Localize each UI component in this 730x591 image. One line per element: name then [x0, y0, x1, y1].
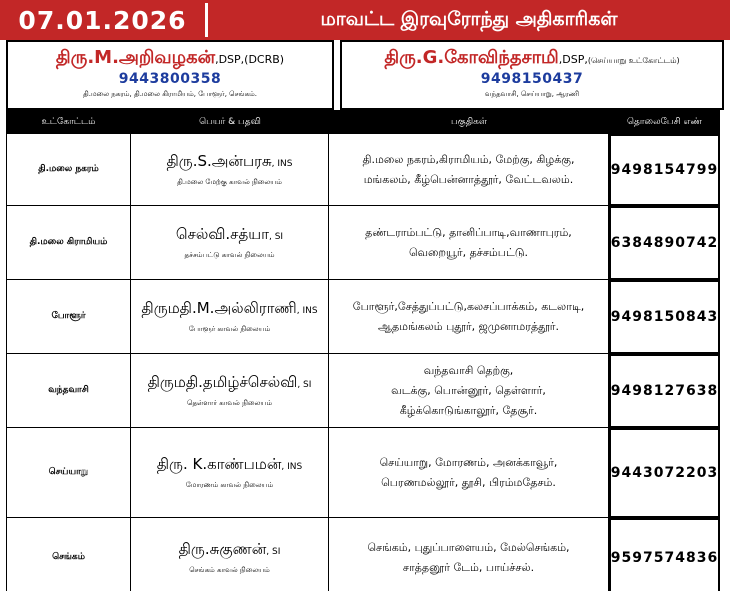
row-areas-cell: [329, 354, 609, 428]
officer-rank: , SI: [297, 380, 312, 390]
officer-station: தெள்ளார் காவல் நிலையம்: [187, 399, 272, 407]
row-officer-cell: [131, 518, 329, 591]
row-phone: 9498154799: [609, 134, 720, 206]
officer-name: திரு.சுகுணன்: [178, 540, 267, 558]
table-row: [6, 428, 720, 518]
dsp-right-name: திரு.G.கோவிந்தசாமி: [384, 47, 559, 68]
row-phone: 9443072203: [609, 428, 720, 518]
dsp-right-areas: வந்தவாசி, செய்யாறு, ஆரணி: [484, 90, 580, 98]
row-subdivision: போளூர்: [6, 280, 131, 354]
row-phone: 9498127638: [609, 354, 720, 428]
officer-name-line: [157, 455, 302, 475]
area-line: பெரணமல்லூர், தூசி, பிரம்மதேசம்.: [381, 475, 556, 489]
row-subdivision: தி.மலை கிராமியம்: [6, 206, 131, 280]
area-line: வந்தவாசி தெற்கு,: [423, 363, 514, 377]
area-line: வடக்கு, பொன்னூர், தெள்ளார்,: [391, 383, 546, 397]
duty-table: [6, 110, 720, 574]
dsp-right-rank-sub: (செய்யாறு உட்கோட்டம்): [587, 56, 680, 65]
dsp-left-phone: 9443800358: [118, 71, 222, 87]
row-areas-cell: [329, 206, 609, 280]
table-row: [6, 354, 720, 428]
officer-name: திரு. K.காண்பமன்: [156, 455, 282, 473]
officer-name: செல்வி.சத்யா: [175, 225, 269, 243]
area-line: ஆதமங்கலம் புதூர், ஜமுனாமரத்தூர்.: [378, 319, 559, 333]
row-officer-cell: [131, 428, 329, 518]
officer-station: தி.மலை மேற்கு காவல் நிலையம்: [177, 178, 282, 186]
dsp-right-rank: ,DSP,: [558, 53, 588, 66]
header-subdivision: உட்கோட்டம்: [41, 116, 96, 127]
row-areas-cell: [329, 428, 609, 518]
area-line: கீழ்க்கொடுங்காலூர், தேசூர்.: [399, 403, 538, 417]
area-line: தி.மலை நகரம்,கிராமியம், மேற்கு, கிழக்கு,: [362, 152, 575, 166]
header-phone: தொலைபேசி எண்: [626, 116, 703, 127]
row-subdivision: செங்கம்: [6, 518, 131, 591]
row-areas-cell: [329, 134, 609, 206]
row-areas-cell: [329, 280, 609, 354]
table-row: [6, 280, 720, 354]
row-subdivision: வந்தவாசி: [6, 354, 131, 428]
officer-station: தச்சம்பட்டு காவல் நிலையம்: [184, 251, 275, 259]
officer-station: செங்கம் காவல் நிலையம்: [189, 566, 270, 574]
row-officer-cell: [131, 206, 329, 280]
officer-rank: , SI: [266, 547, 281, 557]
row-areas-cell: [329, 518, 609, 591]
area-line: மங்கலம், கீழ்பென்னாத்தூர், வேட்டவலம்.: [363, 172, 574, 186]
header-band: [0, 0, 730, 40]
header-title: மாவட்ட இரவுரோந்து அதிகாரிகள்: [320, 7, 618, 30]
officer-name-line: [148, 373, 312, 393]
row-subdivision: செய்யாறு: [6, 428, 131, 518]
officer-rank: , SI: [268, 232, 284, 242]
dsp-left-areas: தி.மலை நகரம், தி.மலை கிராமியம், போளூர், செங்கம்.: [83, 90, 257, 98]
header-date: 07.01.2026: [18, 5, 187, 35]
table-row: [6, 518, 720, 591]
officer-name-line: [179, 540, 281, 560]
dsp-left-box: [6, 40, 334, 110]
dsp-left-name-line: [8, 47, 332, 70]
officer-name-line: [176, 225, 283, 245]
officer-name-line: [167, 152, 293, 172]
area-line: போளூர்,சேத்துப்பட்டு,கலசப்பாக்கம், கடலாடி,: [352, 299, 585, 313]
dsp-left-name: திரு.M.அறிவழகன்: [55, 47, 216, 68]
table-row: [6, 134, 720, 206]
table-header: [6, 110, 720, 134]
officer-station: போளூர் காவல் நிலையம்: [188, 325, 271, 333]
area-line: செய்யாறு, மோரணம், அனக்காவூர்,: [379, 455, 558, 469]
row-officer-cell: [131, 280, 329, 354]
officer-rank: , INS: [271, 159, 293, 169]
officer-station: மோரணம் காவல் நிலையம்: [185, 481, 274, 489]
row-subdivision: தி.மலை நகரம்: [6, 134, 131, 206]
dsp-right-phone: 9498150437: [480, 71, 584, 87]
dsp-right-box: [340, 40, 724, 110]
area-line: வெறையூர், தச்சம்பட்டு.: [408, 245, 529, 259]
officer-name: திரு.S.அன்பரசு: [166, 152, 272, 170]
row-phone: 9597574836: [609, 518, 720, 591]
header-name-rank: பெயர் & பதவி: [199, 116, 261, 127]
row-officer-cell: [131, 354, 329, 428]
area-line: சாத்தனூர் டேம், பாய்ச்சல்.: [402, 560, 535, 574]
officer-rank: , INS: [281, 462, 303, 472]
area-line: தண்டராம்பட்டு, தானிப்பாடி,வாணாபுரம்,: [365, 225, 572, 239]
row-phone: 9498150843: [609, 280, 720, 354]
officer-name: திருமதி.M.அல்லிராணி: [141, 299, 297, 317]
row-phone: 6384890742: [609, 206, 720, 280]
officer-name: திருமதி.தமிழ்ச்செல்வி: [147, 373, 298, 391]
dsp-left-rank: ,DSP,(DCRB): [215, 53, 285, 66]
officer-rank: , INS: [296, 306, 318, 316]
dsp-right-name-line: [342, 47, 722, 70]
officer-name-line: [141, 299, 317, 319]
area-line: செங்கம், புதுப்பாளையம், மேல்செங்கம்,: [367, 540, 570, 554]
header-areas: பகுதிகள்: [451, 116, 487, 127]
row-officer-cell: [131, 134, 329, 206]
table-row: [6, 206, 720, 280]
